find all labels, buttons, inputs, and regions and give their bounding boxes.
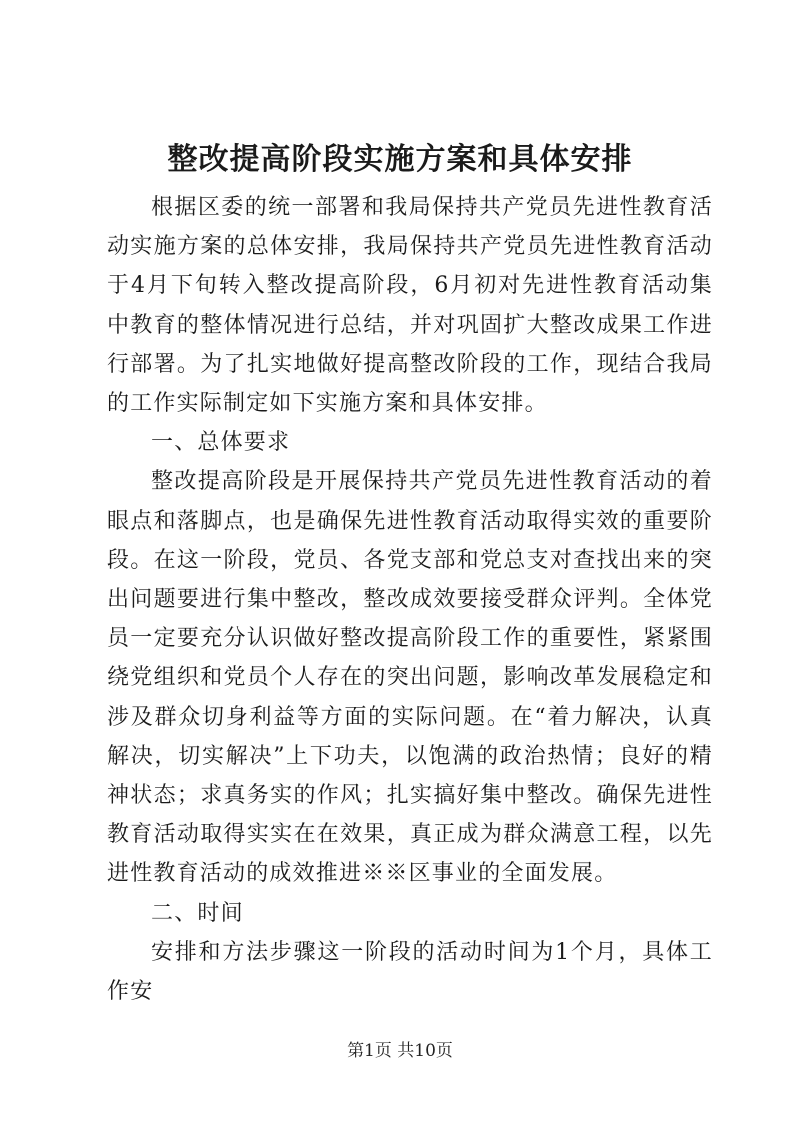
document-body [107,188,713,1011]
time-paragraph: 安排和方法步骤这一阶段的活动时间为1个月，具体工作安 [107,939,713,1005]
section-heading-time: 二、时间 [151,900,244,926]
page-title: 整改提高阶段实施方案和具体安排 [167,142,633,177]
intro-paragraph: 根据区委的统一部署和我局保持共产党员先进性教育活动实施方案的总体安排，我局保持共产党员先进性教育活动于4月下旬转入整改提高阶段，6月初对先进性教育活动集中教育的整体情况进行总结，并对巩固扩大整改成果工作进行部署。为了扎实地做好提高整改阶段的工作，现结合我局的工作实际制定如下实施方案和具体安排。 [107,195,713,417]
section-heading-general-requirements: 一、总体要求 [151,430,291,456]
page-number-footer: 第1页 共10页 [347,1041,453,1061]
general-requirements-paragraph: 整改提高阶段是开展保持共产党员先进性教育活动的着眼点和落脚点，也是确保先进性教育活动取得实效的重要阶段。在这一阶段，党员、各党支部和党总支对查找出来的突出问题要进行集中整改，整改成效要接受群众评判。全体党员一定要充分认识做好整改提高阶段工作的重要性，紧紧围绕党组织和党员个人存在的突出问题，影响改革发展稳定和涉及群众切身利益等方面的实际问题。在“着力解决，认真解决，切实解决”上下功夫，以饱满的政治热情；良好的精神状态；求真务实的作风；扎实搞好集中整改。确保先进性教育活动取得实实在在效果，真正成为群众满意工程，以先进性教育活动的成效推进※※区事业的全面发展。 [107,469,713,887]
